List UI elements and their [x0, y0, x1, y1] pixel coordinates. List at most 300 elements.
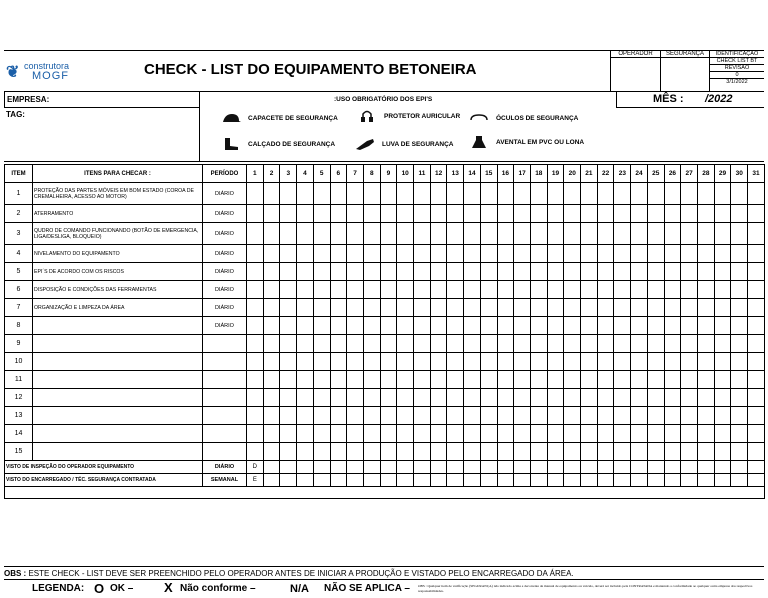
- check-cell[interactable]: [380, 425, 397, 443]
- check-cell[interactable]: [397, 263, 414, 281]
- check-cell[interactable]: [530, 407, 547, 425]
- check-cell[interactable]: [330, 353, 347, 371]
- check-cell[interactable]: [280, 223, 297, 245]
- check-cell[interactable]: [313, 263, 330, 281]
- check-cell[interactable]: [414, 407, 431, 425]
- check-cell[interactable]: [297, 407, 314, 425]
- check-cell[interactable]: [748, 353, 765, 371]
- check-cell[interactable]: [414, 389, 431, 407]
- check-cell[interactable]: [330, 281, 347, 299]
- check-cell[interactable]: [447, 353, 464, 371]
- check-cell[interactable]: [714, 299, 731, 317]
- check-cell[interactable]: [681, 353, 698, 371]
- check-cell[interactable]: [363, 299, 380, 317]
- check-cell[interactable]: [313, 245, 330, 263]
- check-cell[interactable]: [748, 335, 765, 353]
- check-cell[interactable]: [597, 299, 614, 317]
- check-cell[interactable]: [247, 317, 264, 335]
- signature-cell[interactable]: [681, 474, 698, 487]
- signature-cell[interactable]: [363, 474, 380, 487]
- check-cell[interactable]: [664, 263, 681, 281]
- check-cell[interactable]: [564, 317, 581, 335]
- check-cell[interactable]: [581, 223, 598, 245]
- check-cell[interactable]: [581, 317, 598, 335]
- check-cell[interactable]: [681, 223, 698, 245]
- check-cell[interactable]: [597, 335, 614, 353]
- check-cell[interactable]: [731, 245, 748, 263]
- check-cell[interactable]: [247, 371, 264, 389]
- check-cell[interactable]: [430, 263, 447, 281]
- signature-cell[interactable]: [297, 461, 314, 474]
- check-cell[interactable]: [581, 353, 598, 371]
- check-cell[interactable]: [497, 281, 514, 299]
- check-cell[interactable]: [280, 335, 297, 353]
- signature-cell[interactable]: [530, 474, 547, 487]
- check-cell[interactable]: [697, 335, 714, 353]
- check-cell[interactable]: [631, 281, 648, 299]
- check-cell[interactable]: [480, 353, 497, 371]
- check-cell[interactable]: [697, 281, 714, 299]
- check-cell[interactable]: [564, 299, 581, 317]
- signature-cell[interactable]: [363, 461, 380, 474]
- check-cell[interactable]: [664, 223, 681, 245]
- check-cell[interactable]: [480, 317, 497, 335]
- check-cell[interactable]: [363, 371, 380, 389]
- check-cell[interactable]: [647, 335, 664, 353]
- check-cell[interactable]: [697, 299, 714, 317]
- check-cell[interactable]: [647, 183, 664, 205]
- check-cell[interactable]: [330, 371, 347, 389]
- check-cell[interactable]: [297, 205, 314, 223]
- check-cell[interactable]: [363, 425, 380, 443]
- check-cell[interactable]: [414, 205, 431, 223]
- check-cell[interactable]: [414, 443, 431, 461]
- tag-field[interactable]: TAG:: [4, 108, 200, 162]
- check-cell[interactable]: [414, 183, 431, 205]
- signature-cell[interactable]: [664, 474, 681, 487]
- check-cell[interactable]: [564, 389, 581, 407]
- check-cell[interactable]: [581, 281, 598, 299]
- check-cell[interactable]: [564, 443, 581, 461]
- check-cell[interactable]: [614, 389, 631, 407]
- check-cell[interactable]: [631, 245, 648, 263]
- check-cell[interactable]: [647, 245, 664, 263]
- check-cell[interactable]: [447, 389, 464, 407]
- check-cell[interactable]: [631, 371, 648, 389]
- check-cell[interactable]: [464, 389, 481, 407]
- check-cell[interactable]: [530, 353, 547, 371]
- check-cell[interactable]: [263, 353, 280, 371]
- signature-cell[interactable]: [280, 474, 297, 487]
- check-cell[interactable]: [664, 205, 681, 223]
- signature-cell[interactable]: [748, 461, 765, 474]
- check-cell[interactable]: [464, 443, 481, 461]
- check-cell[interactable]: [597, 263, 614, 281]
- check-cell[interactable]: [447, 263, 464, 281]
- check-cell[interactable]: [464, 335, 481, 353]
- check-cell[interactable]: [664, 245, 681, 263]
- check-cell[interactable]: [681, 389, 698, 407]
- check-cell[interactable]: [714, 425, 731, 443]
- check-cell[interactable]: [731, 299, 748, 317]
- check-cell[interactable]: [581, 205, 598, 223]
- check-cell[interactable]: [313, 281, 330, 299]
- check-cell[interactable]: [430, 299, 447, 317]
- check-cell[interactable]: [748, 407, 765, 425]
- check-cell[interactable]: [631, 389, 648, 407]
- check-cell[interactable]: [714, 407, 731, 425]
- empresa-field[interactable]: EMPRESA:: [4, 92, 200, 108]
- check-cell[interactable]: [714, 353, 731, 371]
- check-cell[interactable]: [681, 281, 698, 299]
- check-cell[interactable]: [397, 245, 414, 263]
- check-cell[interactable]: [564, 371, 581, 389]
- check-cell[interactable]: [447, 299, 464, 317]
- check-cell[interactable]: [714, 335, 731, 353]
- check-cell[interactable]: [714, 205, 731, 223]
- check-cell[interactable]: [731, 335, 748, 353]
- check-cell[interactable]: [347, 389, 364, 407]
- check-cell[interactable]: [263, 425, 280, 443]
- check-cell[interactable]: [397, 425, 414, 443]
- check-cell[interactable]: [480, 183, 497, 205]
- check-cell[interactable]: [731, 389, 748, 407]
- check-cell[interactable]: [647, 443, 664, 461]
- check-cell[interactable]: [313, 371, 330, 389]
- check-cell[interactable]: [597, 281, 614, 299]
- check-cell[interactable]: [464, 371, 481, 389]
- check-cell[interactable]: [530, 205, 547, 223]
- check-cell[interactable]: [330, 317, 347, 335]
- signature-cell[interactable]: [330, 474, 347, 487]
- check-cell[interactable]: [731, 407, 748, 425]
- check-cell[interactable]: [313, 223, 330, 245]
- check-cell[interactable]: [380, 317, 397, 335]
- check-cell[interactable]: [380, 205, 397, 223]
- check-cell[interactable]: [397, 407, 414, 425]
- check-cell[interactable]: [280, 443, 297, 461]
- check-cell[interactable]: [247, 389, 264, 407]
- check-cell[interactable]: [297, 335, 314, 353]
- check-cell[interactable]: [380, 183, 397, 205]
- check-cell[interactable]: [263, 245, 280, 263]
- check-cell[interactable]: [530, 281, 547, 299]
- signature-cell[interactable]: [297, 474, 314, 487]
- signature-cell[interactable]: [714, 461, 731, 474]
- check-cell[interactable]: [748, 281, 765, 299]
- check-cell[interactable]: [464, 317, 481, 335]
- check-cell[interactable]: [247, 425, 264, 443]
- check-cell[interactable]: [247, 299, 264, 317]
- check-cell[interactable]: [547, 317, 564, 335]
- check-cell[interactable]: [380, 299, 397, 317]
- check-cell[interactable]: [697, 425, 714, 443]
- check-cell[interactable]: [280, 245, 297, 263]
- check-cell[interactable]: [313, 425, 330, 443]
- check-cell[interactable]: [547, 443, 564, 461]
- check-cell[interactable]: [263, 371, 280, 389]
- check-cell[interactable]: [414, 317, 431, 335]
- check-cell[interactable]: [363, 317, 380, 335]
- check-cell[interactable]: [380, 353, 397, 371]
- check-cell[interactable]: [497, 335, 514, 353]
- check-cell[interactable]: [647, 263, 664, 281]
- check-cell[interactable]: [497, 223, 514, 245]
- check-cell[interactable]: [447, 317, 464, 335]
- check-cell[interactable]: [597, 223, 614, 245]
- check-cell[interactable]: [464, 425, 481, 443]
- check-cell[interactable]: [480, 281, 497, 299]
- check-cell[interactable]: [414, 263, 431, 281]
- check-cell[interactable]: [464, 263, 481, 281]
- check-cell[interactable]: [447, 223, 464, 245]
- check-cell[interactable]: [697, 389, 714, 407]
- signature-cell[interactable]: [564, 461, 581, 474]
- check-cell[interactable]: [597, 389, 614, 407]
- check-cell[interactable]: [547, 299, 564, 317]
- check-cell[interactable]: [514, 353, 531, 371]
- check-cell[interactable]: [647, 317, 664, 335]
- check-cell[interactable]: [347, 299, 364, 317]
- check-cell[interactable]: [564, 205, 581, 223]
- check-cell[interactable]: [697, 205, 714, 223]
- check-cell[interactable]: [631, 223, 648, 245]
- check-cell[interactable]: [430, 443, 447, 461]
- check-cell[interactable]: [363, 443, 380, 461]
- check-cell[interactable]: [247, 353, 264, 371]
- check-cell[interactable]: [263, 263, 280, 281]
- check-cell[interactable]: [681, 371, 698, 389]
- check-cell[interactable]: [731, 183, 748, 205]
- check-cell[interactable]: [547, 371, 564, 389]
- check-cell[interactable]: [681, 299, 698, 317]
- operador-sign-box[interactable]: [610, 51, 660, 92]
- check-cell[interactable]: [430, 317, 447, 335]
- check-cell[interactable]: [614, 353, 631, 371]
- check-cell[interactable]: [647, 353, 664, 371]
- check-cell[interactable]: [631, 425, 648, 443]
- signature-cell[interactable]: [263, 461, 280, 474]
- check-cell[interactable]: [247, 205, 264, 223]
- check-cell[interactable]: [748, 389, 765, 407]
- check-cell[interactable]: [380, 335, 397, 353]
- check-cell[interactable]: [430, 407, 447, 425]
- check-cell[interactable]: [530, 183, 547, 205]
- check-cell[interactable]: [380, 223, 397, 245]
- check-cell[interactable]: [547, 335, 564, 353]
- signature-cell[interactable]: [631, 474, 648, 487]
- check-cell[interactable]: [497, 371, 514, 389]
- check-cell[interactable]: [497, 263, 514, 281]
- check-cell[interactable]: [363, 281, 380, 299]
- check-cell[interactable]: [564, 353, 581, 371]
- check-cell[interactable]: [414, 299, 431, 317]
- check-cell[interactable]: [497, 245, 514, 263]
- check-cell[interactable]: [631, 317, 648, 335]
- check-cell[interactable]: [530, 389, 547, 407]
- signature-cell[interactable]: [414, 461, 431, 474]
- check-cell[interactable]: [547, 353, 564, 371]
- check-cell[interactable]: [480, 371, 497, 389]
- check-cell[interactable]: [631, 299, 648, 317]
- check-cell[interactable]: [597, 317, 614, 335]
- check-cell[interactable]: [547, 223, 564, 245]
- check-cell[interactable]: [380, 371, 397, 389]
- check-cell[interactable]: [681, 183, 698, 205]
- check-cell[interactable]: [614, 299, 631, 317]
- check-cell[interactable]: [647, 389, 664, 407]
- signature-cell[interactable]: [380, 461, 397, 474]
- check-cell[interactable]: [547, 245, 564, 263]
- signature-cell[interactable]: [614, 461, 631, 474]
- signature-cell[interactable]: [464, 474, 481, 487]
- check-cell[interactable]: [347, 245, 364, 263]
- check-cell[interactable]: [347, 223, 364, 245]
- check-cell[interactable]: [414, 223, 431, 245]
- check-cell[interactable]: [397, 371, 414, 389]
- signature-cell[interactable]: [347, 461, 364, 474]
- signature-cell[interactable]: [631, 461, 648, 474]
- check-cell[interactable]: [430, 335, 447, 353]
- check-cell[interactable]: [614, 443, 631, 461]
- check-cell[interactable]: [647, 205, 664, 223]
- check-cell[interactable]: [547, 389, 564, 407]
- check-cell[interactable]: [247, 223, 264, 245]
- signature-cell[interactable]: [514, 461, 531, 474]
- check-cell[interactable]: [297, 223, 314, 245]
- check-cell[interactable]: [297, 317, 314, 335]
- check-cell[interactable]: [597, 407, 614, 425]
- check-cell[interactable]: [647, 407, 664, 425]
- check-cell[interactable]: [497, 425, 514, 443]
- check-cell[interactable]: [397, 281, 414, 299]
- check-cell[interactable]: [480, 245, 497, 263]
- check-cell[interactable]: [330, 263, 347, 281]
- signature-cell[interactable]: [514, 474, 531, 487]
- check-cell[interactable]: [530, 245, 547, 263]
- check-cell[interactable]: [714, 389, 731, 407]
- check-cell[interactable]: [380, 263, 397, 281]
- check-cell[interactable]: [480, 205, 497, 223]
- check-cell[interactable]: [397, 223, 414, 245]
- check-cell[interactable]: [380, 245, 397, 263]
- signature-cell[interactable]: [313, 461, 330, 474]
- check-cell[interactable]: [297, 353, 314, 371]
- check-cell[interactable]: [664, 299, 681, 317]
- check-cell[interactable]: [330, 425, 347, 443]
- check-cell[interactable]: [581, 299, 598, 317]
- check-cell[interactable]: [530, 223, 547, 245]
- check-cell[interactable]: [731, 223, 748, 245]
- check-cell[interactable]: [681, 245, 698, 263]
- check-cell[interactable]: [748, 299, 765, 317]
- check-cell[interactable]: [614, 205, 631, 223]
- check-cell[interactable]: [380, 389, 397, 407]
- check-cell[interactable]: [363, 407, 380, 425]
- check-cell[interactable]: [347, 263, 364, 281]
- check-cell[interactable]: [514, 263, 531, 281]
- check-cell[interactable]: [330, 223, 347, 245]
- check-cell[interactable]: [530, 335, 547, 353]
- check-cell[interactable]: [514, 443, 531, 461]
- check-cell[interactable]: [313, 389, 330, 407]
- check-cell[interactable]: [647, 371, 664, 389]
- signature-cell[interactable]: [497, 474, 514, 487]
- check-cell[interactable]: [564, 263, 581, 281]
- check-cell[interactable]: [297, 371, 314, 389]
- signature-cell[interactable]: [614, 474, 631, 487]
- check-cell[interactable]: [697, 223, 714, 245]
- check-cell[interactable]: [464, 223, 481, 245]
- check-cell[interactable]: [414, 245, 431, 263]
- signature-cell[interactable]: [447, 474, 464, 487]
- check-cell[interactable]: [347, 205, 364, 223]
- check-cell[interactable]: [397, 443, 414, 461]
- check-cell[interactable]: [514, 205, 531, 223]
- check-cell[interactable]: [564, 281, 581, 299]
- check-cell[interactable]: [697, 353, 714, 371]
- check-cell[interactable]: [748, 205, 765, 223]
- check-cell[interactable]: [748, 223, 765, 245]
- check-cell[interactable]: [664, 425, 681, 443]
- check-cell[interactable]: [597, 443, 614, 461]
- check-cell[interactable]: [748, 183, 765, 205]
- check-cell[interactable]: [681, 443, 698, 461]
- check-cell[interactable]: [547, 263, 564, 281]
- check-cell[interactable]: [731, 317, 748, 335]
- check-cell[interactable]: [330, 245, 347, 263]
- check-cell[interactable]: [447, 407, 464, 425]
- check-cell[interactable]: [664, 371, 681, 389]
- check-cell[interactable]: [280, 183, 297, 205]
- check-cell[interactable]: [247, 335, 264, 353]
- check-cell[interactable]: [363, 263, 380, 281]
- check-cell[interactable]: [414, 353, 431, 371]
- check-cell[interactable]: [697, 317, 714, 335]
- check-cell[interactable]: [581, 245, 598, 263]
- check-cell[interactable]: [464, 183, 481, 205]
- check-cell[interactable]: [714, 317, 731, 335]
- check-cell[interactable]: [681, 335, 698, 353]
- check-cell[interactable]: [330, 205, 347, 223]
- signature-cell[interactable]: [430, 474, 447, 487]
- check-cell[interactable]: [280, 317, 297, 335]
- check-cell[interactable]: [614, 371, 631, 389]
- check-cell[interactable]: [247, 263, 264, 281]
- signature-cell[interactable]: [480, 474, 497, 487]
- check-cell[interactable]: [363, 335, 380, 353]
- check-cell[interactable]: [514, 299, 531, 317]
- signature-cell[interactable]: [581, 474, 598, 487]
- check-cell[interactable]: [480, 425, 497, 443]
- check-cell[interactable]: [263, 389, 280, 407]
- check-cell[interactable]: [631, 353, 648, 371]
- signature-cell[interactable]: [681, 461, 698, 474]
- check-cell[interactable]: [597, 371, 614, 389]
- check-cell[interactable]: [714, 443, 731, 461]
- check-cell[interactable]: [464, 299, 481, 317]
- check-cell[interactable]: [430, 281, 447, 299]
- check-cell[interactable]: [514, 371, 531, 389]
- signature-cell[interactable]: [414, 474, 431, 487]
- signature-cell[interactable]: [430, 461, 447, 474]
- check-cell[interactable]: [547, 407, 564, 425]
- check-cell[interactable]: [681, 263, 698, 281]
- check-cell[interactable]: [414, 335, 431, 353]
- check-cell[interactable]: [697, 183, 714, 205]
- check-cell[interactable]: [564, 335, 581, 353]
- check-cell[interactable]: [414, 281, 431, 299]
